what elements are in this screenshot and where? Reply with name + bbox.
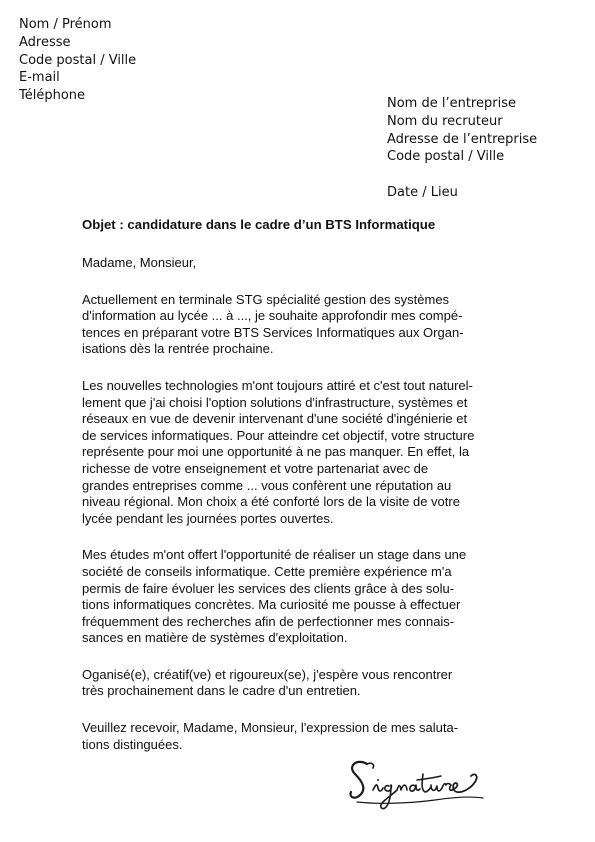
- paragraph-2: [82, 378, 512, 527]
- paragraph-line: sances en matière de systèmes d'exploitation.: [82, 630, 348, 646]
- paragraph-gap: [82, 527, 512, 547]
- paragraph-line: tions distinguées.: [82, 736, 183, 752]
- paragraph-line: représente pour moi une opportunité à ne pas manquer. En effet, la: [82, 444, 470, 460]
- paragraph-1: [82, 292, 512, 358]
- letter-body: [82, 255, 512, 753]
- paragraph-line: d'information au lycée ... à ..., je souhaite approfondir mes compé-: [82, 308, 463, 324]
- paragraph-line: Veuillez recevoir, Madame, Monsieur, l'expression de mes saluta-: [82, 720, 459, 736]
- sender-phone: Téléphone: [19, 88, 86, 104]
- paragraph-line: permis de faire évoluer les services des clients grâce à des solu-: [82, 580, 455, 596]
- paragraph-line: tences en préparant votre BTS Services Informatiques aux Organ-: [82, 324, 464, 340]
- paragraph-line: lycée pendant les journées portes ouvertes.: [82, 510, 334, 526]
- paragraph-gap: [82, 700, 512, 720]
- paragraph-line: réseaux en vue de devenir intervenant d'une société d'ingénierie et: [82, 411, 468, 427]
- paragraph-line: grandes entreprises comme ... vous confèrent une réputation au: [82, 477, 452, 493]
- sender-block: [19, 16, 136, 105]
- paragraph-line: tions informatiques concrètes. Ma curiosité me pousse à effectuer: [82, 597, 461, 613]
- paragraph-line: fréquemment des recherches afin de perfectionner mes connais-: [82, 613, 455, 629]
- paragraph-line: de services informatiques. Pour atteindre cet objectif, votre structure: [82, 427, 475, 443]
- recipient-company: Nom de l’entreprise: [387, 96, 516, 111]
- salutation: Madame, Monsieur,: [82, 255, 197, 270]
- recipient-recruiter: Nom du recruteur: [387, 113, 503, 129]
- paragraph-line: Mes études m'ont offert l'opportunité de réaliser un stage dans une: [82, 547, 467, 563]
- sender-name: Nom / Prénom: [19, 17, 112, 32]
- paragraph-line: Oganisé(e), créatif(ve) et rigoureux(se), j'espère vous rencontrer: [82, 666, 453, 682]
- paragraph-line: lement que j'ai choisi l'option solutions d'infrastructure, systèmes et: [82, 394, 468, 410]
- date-place: Date / Lieu: [387, 185, 458, 200]
- paragraph-4: [82, 667, 512, 700]
- recipient-block: [387, 95, 537, 166]
- paragraph-line: Actuellement en terminale STG spécialité gestion des systèmes: [82, 291, 450, 307]
- paragraph-line: richesse de votre enseignement et votre partenariat avec de: [82, 460, 429, 476]
- recipient-postcode-city: Code postal / Ville: [387, 149, 505, 165]
- paragraph-gap: [82, 272, 512, 292]
- sender-email: E-mail: [19, 70, 60, 86]
- paragraph-line: très prochainement dans le cadre d'un entretien.: [82, 683, 361, 699]
- letter-subject: Objet : candidature dans le cadre d’un BTS Informatique: [82, 217, 436, 232]
- paragraph-gap: [82, 647, 512, 667]
- paragraph-line: Les nouvelles technologies m'ont toujours attiré et c'est tout naturel-: [82, 377, 473, 393]
- paragraph-5: [82, 720, 512, 753]
- paragraph-3: [82, 547, 512, 647]
- paragraph-line: société de conseils informatique. Cette première expérience m'a: [82, 563, 452, 579]
- recipient-address: Adresse de l’entreprise: [387, 131, 538, 147]
- sender-address: Adresse: [19, 34, 71, 50]
- signature-image: [345, 752, 495, 822]
- sender-postcode-city: Code postal / Ville: [19, 52, 137, 68]
- paragraph-gap: [82, 358, 512, 378]
- paragraph-line: isations dès la rentrée prochaine.: [82, 341, 274, 357]
- paragraph-line: niveau régional. Mon choix a été conforté lors de la visite de votre: [82, 494, 460, 510]
